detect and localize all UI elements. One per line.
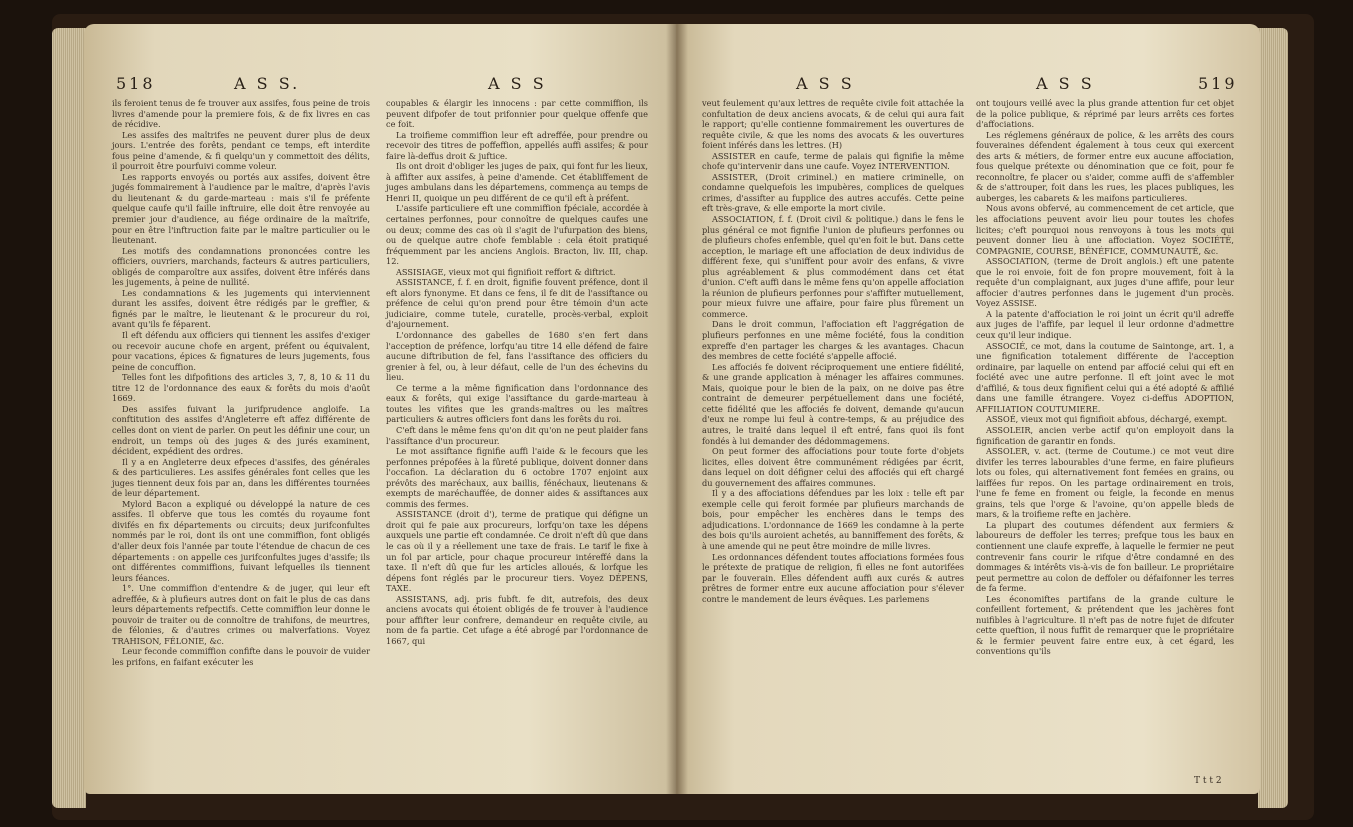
paragraph: Nous avons obfervé, au commencement de cet article, que les affociations peuvent avoir lieu pour toutes les chofes licites; c'eft pourquoi nous renvoyons à tous les mots qui peuvent donner lieu à une affociation. Voyez SOCIÉTÉ, COMPAGNIE, COURSE, BÉNÉFICE, COMMUNAUTÉ, &c. bbox=[976, 203, 1234, 256]
paragraph: Les assifes des maîtrifes ne peuvent durer plus de deux jours. L'entrée des forêts, pendant ce temps, eft interdite fous peine d'amende, & fi quelqu'un y commettoit des délits, il pourroit être pourfuivi comme voleur. bbox=[112, 129, 370, 172]
left-page bbox=[84, 24, 676, 794]
paragraph: ASSISTER, (Droit criminel.) en matiere criminelle, on condamne quelquefois les impubères, complices de quelques crimes, d'assifter au fupplice des autres accufés. Cette peine eft très-grave, & elle emporte la mort civile. bbox=[702, 171, 964, 214]
paragraph: ASSOÉ, vieux mot qui fignifioit abfous, déchargé, exempt. bbox=[986, 414, 1228, 425]
paragraph: Mylord Bacon a expliqué ou développé la nature de ces assifes. Il obferve que tous les comtés du royaume font divifés en fix départements ou circuits; deux jurifconfultes nommés par le roi, dont ils ont une commiffion, font obligés d'aller deux fois l'année par toute l'étendue de chacun de ces départements : on appelle ces jurifconfultes juges d'assife; ils ont différentes commiffions, fuivant lefquelles ils tiennent leurs féances. bbox=[112, 498, 370, 583]
paragraph: Les réglemens généraux de police, & les arrêts des cours fouveraines défendent également à tous ceux qui exercent des arts & métiers, de former entre eux aucune affociation, fous quelque prétexte ou dénomination que ce foit, pour fe reconnoître, fe placer ou s'aider, comme auffi de s'affembler & de s'attrouper, foit dans les rues, les places publiques, les auberges, les cabarets & les maifons particulieres. bbox=[976, 129, 1234, 203]
paragraph: ASSISTER en caufe, terme de palais qui fignifie la même chofe qu'intervenir dans une caufe. Voyez INTERVENTION. bbox=[702, 150, 964, 172]
paragraph: Ce terme a la même fignification dans l'ordonnance des eaux & forêts, qui exige l'assiftance du garde-marteau à toutes les vifites que les grands-maîtres ou les maîtres particuliers & autres officiers font dans les forêts du roi. bbox=[386, 382, 648, 425]
paragraph: Il y a des affociations défendues par les loix : telle eft par exemple celle qui feroit formée par plufieurs marchands de bois, pour empêcher les enchères dans le temps des adjudications. L'ordonnance de 1669 les condamne à la perte des bois qu'ils auroient achetés, au banniffement des forêts, & à une amende qui ne peut être moindre de mille livres. bbox=[702, 488, 964, 551]
right-column-2 bbox=[976, 98, 1234, 657]
paragraph: C'eft dans le même fens qu'on dit qu'on ne peut plaider fans l'assiftance d'un procureur. bbox=[386, 424, 648, 446]
paragraph: Les affociés fe doivent réciproquement une entiere fidélité, & une grande application à ménager les affaires communes. Mais, quoique pour le bien de la paix, on ne doive pas être contraint de demeurer perpétuellement dans une fociété, cette fidélité que les affociés fe doivent, demande qu'aucun d'eux ne rompe lui feul à contre-temps, & au préjudice des autres, le traité dans lequel il eft entré, fans quoi ils font fondés à lui demander des dédommagemens. bbox=[702, 361, 964, 446]
paragraph: Telles font les difpofitions des articles 3, 7, 8, 10 & 11 du titre 12 de l'ordonnance des eaux & forêts du mois d'août 1669. bbox=[112, 372, 370, 404]
paragraph: ils feroient tenus de fe trouver aux assifes, fous peine de trois livres d'amende pour la premiere fois, & de fix livres en cas de récidive. bbox=[112, 98, 370, 130]
paragraph: ASSOCIÉ, ce mot, dans la coutume de Saintonge, art. 1, a une fignification totalement différente de l'acception ordinaire, par laquelle on entend par affocié celui qui eft en fociété avec une autre perfonne. Il eft joint avec le mot d'affilié, & tous deux fignifient celui qui a été adopté & affilié dans une famille étrangere. Voyez ci-deffus ADOPTION, AFFILIATION COUTUMIERE. bbox=[976, 340, 1234, 414]
left-column-1 bbox=[112, 98, 370, 668]
paragraph: ASSISIAGE, vieux mot qui fignifioit reffort & diftrict. bbox=[396, 266, 616, 277]
paragraph: L'assife particuliere eft une commiffion fpéciale, accordée à certaines perfonnes, pour connoître de quelques caufes une ou deux; comme des cas où il s'agit de l'ufurpation des biens, ou de quelque autre chofe femblable : cela étoit pratiqué fréquemment par les anciens Anglois. Bracton, liv. III, chap. 12. bbox=[386, 203, 648, 267]
paragraph: ASSOCIATION, f. f. (Droit civil & politique.) dans le fens le plus général ce mot fignifie l'union de plufieurs perfonnes ou de plufieurs chofes enfemble, quel qu'en foit le but. Dans cette acception, le mariage eft une affociation de deux individus de différent fexe, qui s'uniffent pour avoir des enfans, & vivre plus agréablement & plus commodément dans cet état d'union. C'eft auffi dans le même fens qu'on appelle affociation la réunion de plufieurs perfonnes pour s'affifter mutuellement, pour mieux fuivre une affaire, pour faire plus fûrement un commerce. bbox=[702, 214, 964, 319]
right-page-edges bbox=[1258, 28, 1288, 808]
paragraph: ASSISTANS, adj. pris fubft. fe dit, autrefois, des deux anciens avocats qui étoient obligés de fe trouver à l'audience pour affifter leur confrere, demandeur en requête civile, au nom de fa partie. Cet ufage a été abrogé par l'ordonnance de 1667, qui bbox=[386, 593, 648, 646]
paragraph: ASSISTANCE (droit d'), terme de pratique qui défigne un droit qui fe paie aux procureurs, lorfqu'on taxe les dépens auxquels une partie eft condamnée. Ce droit n'eft dû que dans le cas où il y a réellement une taxe de frais. Le tarif le fixe à un fol par article, pour chaque procureur intéreffé dans la taxe. Il n'eft dû que fur les articles alloués, & lorfque les dépens font réglés par le procureur tiers. Voyez DÉPENS, TAXE. bbox=[386, 509, 648, 594]
paragraph: A la patente d'affociation le roi joint un écrit qu'il adreffe aux juges de l'affife, par lequel il leur ordonne d'admettre ceux qu'il leur indique. bbox=[976, 308, 1234, 341]
paragraph: Le mot assiftance fignifie auffi l'aide & le fecours que les perfonnes prépofées à la fûreté publique, doivent donner dans l'occafion. La déclaration du 6 octobre 1707 enjoint aux prévôts des maréchaux, aux baillis, fénéchaux, lieutenans & exempts de maréchauffée, de donner aides & assiftances aux commis des fermes. bbox=[386, 446, 648, 509]
right-column-1 bbox=[702, 98, 964, 604]
paragraph: Leur feconde commiffion confifte dans le pouvoir de vuider les prifons, en faifant exécuter les bbox=[112, 646, 370, 667]
paragraph: veut feulement qu'aux lettres de requête civile foit attachée la confultation de deux anciens avocats, & de celui qui aura fait le rapport; qu'elle contienne fommairement les ouvertures de requête civile, & que les noms des avocats & les ouvertures foient inférés dans les lettres. (H) bbox=[702, 98, 964, 151]
left-running-head-1: A S S. bbox=[234, 74, 301, 93]
paragraph: ASSOLEIR, ancien verbe actif qu'on employoit dans la fignification de garantir en fonds. bbox=[976, 424, 1234, 446]
paragraph: Les condamnations & les jugements qui interviennent durant les assifes, doivent être rédigés par le greffier, & fignés par le maître, le lieutenant & le procureur du roi, avant qu'ils fe féparent. bbox=[112, 287, 370, 330]
paragraph: ASSOCIATION, (terme de Droit anglois.) eft une patente que le roi envoie, foit de fon propre mouvement, foit à la requête d'un complaignant, aux juges d'une affife, pour leur affocier d'autres perfonnes dans le jugement d'un procès. Voyez ASSISE. bbox=[976, 256, 1234, 309]
paragraph: ASSISTANCE, f. f. en droit, fignifie fouvent préfence, dont il eft alors fynonyme. Et dans ce fens, il fe dit de l'assiftance ou préfence de celui qu'on prend pour être témoin d'un acte judiciaire, comme tutele, curatelle, procès-verbal, exploit d'ajournement. bbox=[386, 277, 648, 330]
paragraph: L'ordonnance des gabelles de 1680 s'en fert dans l'acception de préfence, lorfqu'au titre 14 elle défend de faire aucune diftribution de fel, fans l'assiftance des officiers du grenier à fel, ou, à leur défaut, celle de l'un des échevins du lieu. bbox=[386, 330, 648, 383]
paragraph: La plupart des coutumes défendent aux fermiers & laboureurs de deffoler les terres; prefque tous les baux en contiennent une claufe expreffe, à laquelle le fermier ne peut contrevenir fans courir le rifque d'être condamné en des dommages & intérêts vis-à-vis de fon bailleur. Le propriétaire peut permettre au colon de deffoler ou défaifonner les terres de fa ferme. bbox=[976, 519, 1234, 594]
paragraph: Des assifes fuivant la jurifprudence angloife. La conftitution des assifes d'Angleterre eft affez différente de celles dont on vient de parler. On peut les définir une cour, un endroit, un temps où des juges & des jurés examinent, décident, expédient des ordres. bbox=[112, 403, 370, 457]
paragraph: Les rapports envoyés ou portés aux assifes, doivent être jugés fommairement à l'audience par le maître, d'après l'avis du lieutenant & du garde-marteau : mais s'il fe préfente quelque caufe qu'il faille inftruire, elle doit être renvoyée au premier jour d'audience, au fiége ordinaire de la maîtrife, pour en être l'inftruction faite par le maître particulier ou le lieutenant. bbox=[112, 171, 370, 246]
left-running-head-2: A S S bbox=[488, 74, 547, 93]
left-page-edges bbox=[52, 28, 86, 808]
left-column-2 bbox=[386, 98, 648, 646]
paragraph: Les motifs des condamnations prononcées contre les officiers, ouvriers, marchands, facteurs & autres particuliers, obligés de comparoître aux assifes, doivent être inférés dans les jugements, à peine de nullité. bbox=[112, 245, 370, 288]
paragraph: Ils ont droit d'obliger les juges de paix, qui font fur les lieux, à affifter aux assifes, à peine d'amende. Cet établiffement de juges ambulans dans les départemens, commença au temps de Henri II, quoique un peu différent de ce qu'il eft à préfent. bbox=[386, 161, 648, 203]
paragraph: Dans le droit commun, l'affociation eft l'aggrégation de plufieurs perfonnes en une même fociété, fous la condition expreffe d'en partager les charges & les avantages. Chacun des membres de cette fociété s'appelle affocié. bbox=[702, 319, 964, 362]
paragraph: Il y a en Angleterre deux efpeces d'assifes, des générales & des particulieres. Les assifes générales font celles que les juges tiennent deux fois par an, dans les différentes tournées de leur département. bbox=[112, 456, 370, 499]
paragraph: Il eft défendu aux officiers qui tiennent les assifes d'exiger ou recevoir aucune chofe en argent, préfent ou équivalent, pour vacations, épices & fignatures de leurs jugements, fous peine de concuffion. bbox=[112, 330, 370, 372]
paragraph: Les ordonnances défendent toutes affociations formées fous le prétexte de pratique de religion, fi elles ne font autorifées par le fouverain. Elles défendent auffi aux curés & autres prêtres de former entre eux aucune affociation pour s'élever contre le mandement de leurs évêques. Les parlemens bbox=[702, 551, 964, 604]
right-running-head-1: A S S bbox=[796, 74, 855, 93]
right-running-head-2: A S S bbox=[1036, 74, 1095, 93]
paragraph: Les économiftes partifans de la grande culture le confeillent fortement, & prétendent que les jachères font nuifibles à l'agriculture. Il n'eft pas de notre fujet de difcuter cette queftion, il nous fuffit de remarquer que le propriétaire & le fermier peuvent faire entre eux, à cet égard, les conventions qu'ils bbox=[976, 593, 1234, 657]
paragraph: On peut former des affociations pour toute forte d'objets licites, elles doivent être communément rédigées par écrit, dans lequel on doit défigner celui des affociés qui eft chargé du gouvernement des affaires communes. bbox=[702, 446, 964, 488]
book-gutter bbox=[666, 24, 688, 794]
paragraph: ont toujours veillé avec la plus grande attention fur cet objet de la police publique, & réprimé par leurs arrêts ces fortes d'affociations. bbox=[976, 98, 1234, 130]
right-page-number: 519 bbox=[1198, 74, 1238, 93]
right-page bbox=[676, 24, 1260, 794]
paragraph: ASSOLER, v. act. (terme de Coutume.) ce mot veut dire divifer les terres labourables d'une ferme, en faire plufieurs lots ou foles, qui alternativement font femées en grains, ou laiffées fur repos. On les partage ordinairement en trois, l'une fe feme en froment ou feigle, la feconde en menus grains, tels que l'orge & l'avoine, qu'on appelle bleds de mars, & la troifieme refte en jachère. bbox=[976, 446, 1234, 520]
paragraph: coupables & élargir les innocens : par cette commiffion, ils peuvent difpofer de tout prifonnier pour quelque offenfe que ce foit. bbox=[386, 98, 648, 130]
signature-mark: T t t 2 bbox=[1194, 776, 1222, 786]
paragraph: La troifieme commiffion leur eft adreffée, pour prendre ou recevoir des titres de poffeffion, appellés auffi assifes; & pour faire là-deffus droit & juftice. bbox=[386, 129, 648, 161]
left-page-number: 518 bbox=[116, 74, 156, 93]
paragraph: 1°. Une commiffion d'entendre & de juger, qui leur eft adreffée, & à plufieurs autres dont on fait le plus de cas dans leurs départements refpectifs. Cette commiffion leur donne le pouvoir de traiter ou de connoître de trahifons, de meurtres, de félonies, & d'autres crimes ou malverfations. Voyez TRAHISON, FÉLONIE, &c. bbox=[112, 583, 370, 646]
